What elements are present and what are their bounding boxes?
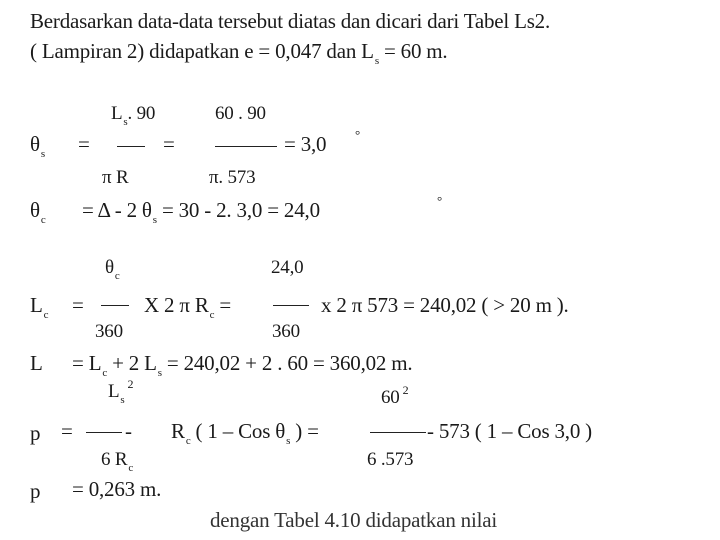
theta-s-fraction-bar-1	[117, 146, 145, 147]
p-den1-text: 6 R	[101, 449, 128, 470]
p-num1-l: L	[108, 381, 120, 402]
theta-s-equals-1: =	[78, 132, 90, 156]
lc-middle	[144, 293, 232, 321]
intro-line-2	[30, 39, 448, 67]
l-total-subscript-s: s	[157, 367, 162, 379]
p-tail: - 573 ( 1 – Cos 3,0 )	[427, 419, 592, 443]
lc-mid-equals: =	[214, 293, 232, 317]
theta-c-expr-end: = 30 - 2. 3,0 = 24,0	[156, 198, 320, 222]
lc-equals-1: =	[72, 293, 84, 317]
l-total-expression	[72, 351, 413, 379]
lc-subscript: c	[43, 309, 49, 321]
cutoff-line: dengan Tabel 4.10 didapatkan nilai	[210, 508, 498, 532]
intro-line-2-text: ( Lampiran 2) didapatkan e = 0,047 dan L	[30, 39, 374, 63]
theta-s-numerator-2: 60 . 90	[215, 103, 266, 124]
theta-s-lhs	[30, 132, 45, 160]
p-num2-text: 60	[381, 387, 400, 408]
theta-c-lhs	[30, 198, 46, 226]
p-minus: -	[125, 419, 132, 443]
theta-c-expr-subscript: s	[152, 214, 157, 226]
p-result-lhs: p	[30, 479, 41, 503]
theta-s-denominator-2: π. 573	[209, 167, 256, 188]
lc-lhs	[30, 293, 49, 321]
l-total-expr-start: = L	[72, 351, 102, 375]
cutoff-line-container	[30, 508, 510, 532]
theta-symbol: θ	[30, 198, 40, 222]
theta-s-equals-2: =	[163, 132, 175, 156]
lc-denominator-2: 360	[272, 321, 300, 342]
intro-line-2-tail: = 60 m.	[378, 39, 448, 63]
p-denominator-1	[101, 449, 134, 474]
lc-l: L	[30, 293, 43, 317]
p-mid-r: R	[171, 419, 185, 443]
l-total-subscript-c: c	[102, 367, 108, 379]
theta-s-fraction-bar-2	[215, 146, 277, 147]
intro-line-1: Berdasarkan data-data tersebut diatas dan dicari dari Tabel Ls2.	[30, 9, 551, 33]
theta-c-subscript: c	[40, 214, 46, 226]
l-total-expr-end: = 240,02 + 2 . 60 = 360,02 m.	[161, 351, 413, 375]
intro-line-2-subscript: s	[374, 55, 379, 67]
degree-symbol: °	[355, 127, 360, 142]
p-num1-subscript: s	[120, 394, 125, 406]
lc-numerator-2: 24,0	[271, 257, 304, 278]
lc-numerator-1	[105, 257, 120, 282]
lc-denominator-1: 360	[95, 321, 123, 342]
p-mid-subscript-s: s	[286, 435, 291, 447]
theta-symbol: θ	[105, 257, 114, 278]
l-total-lhs: L	[30, 351, 43, 375]
p-numerator-2	[381, 383, 409, 408]
lc-mid-text: X 2 π R	[144, 293, 209, 317]
theta-s-num1-rest: . 90	[127, 103, 156, 124]
lc-tail: x 2 π 573 = 240,02 ( > 20 m ).	[321, 293, 569, 317]
p-mid-cos: ( 1 – Cos θ	[190, 419, 286, 443]
p-middle	[171, 419, 319, 447]
lc-fraction-bar-2	[273, 305, 309, 306]
theta-s-num1-l: L	[111, 103, 123, 124]
theta-s-num1-subscript: s	[123, 116, 128, 128]
theta-s-denominator-1: π R	[102, 167, 129, 188]
p-numerator-1	[108, 377, 134, 406]
theta-s-subscript: s	[40, 148, 45, 160]
p-mid-subscript-c: c	[185, 435, 191, 447]
theta-s-numerator-1	[111, 103, 156, 128]
degree-symbol: °	[437, 193, 442, 208]
p-denominator-2: 6 .573	[367, 449, 414, 470]
l-total-expr-mid: + 2 L	[107, 351, 157, 375]
p-mid-equals: ) =	[290, 419, 319, 443]
theta-c-expr-start: = Δ - 2 θ	[82, 198, 152, 222]
lc-fraction-bar-1	[101, 305, 129, 306]
p-num1-superscript: 2	[127, 377, 134, 391]
p-lhs: p	[30, 421, 41, 445]
theta-symbol: θ	[30, 132, 40, 156]
p-equals-1: =	[61, 419, 73, 443]
lc-num1-subscript: c	[114, 270, 120, 282]
theta-c-expression	[82, 198, 320, 226]
p-den1-subscript: c	[128, 462, 134, 474]
p-result-expression: = 0,263 m.	[72, 477, 162, 501]
p-num2-superscript: 2	[402, 383, 409, 397]
lc-mid-subscript: c	[209, 309, 215, 321]
theta-s-result: = 3,0	[284, 132, 327, 156]
p-fraction-bar-1	[86, 432, 122, 433]
p-fraction-bar-2	[370, 432, 426, 433]
